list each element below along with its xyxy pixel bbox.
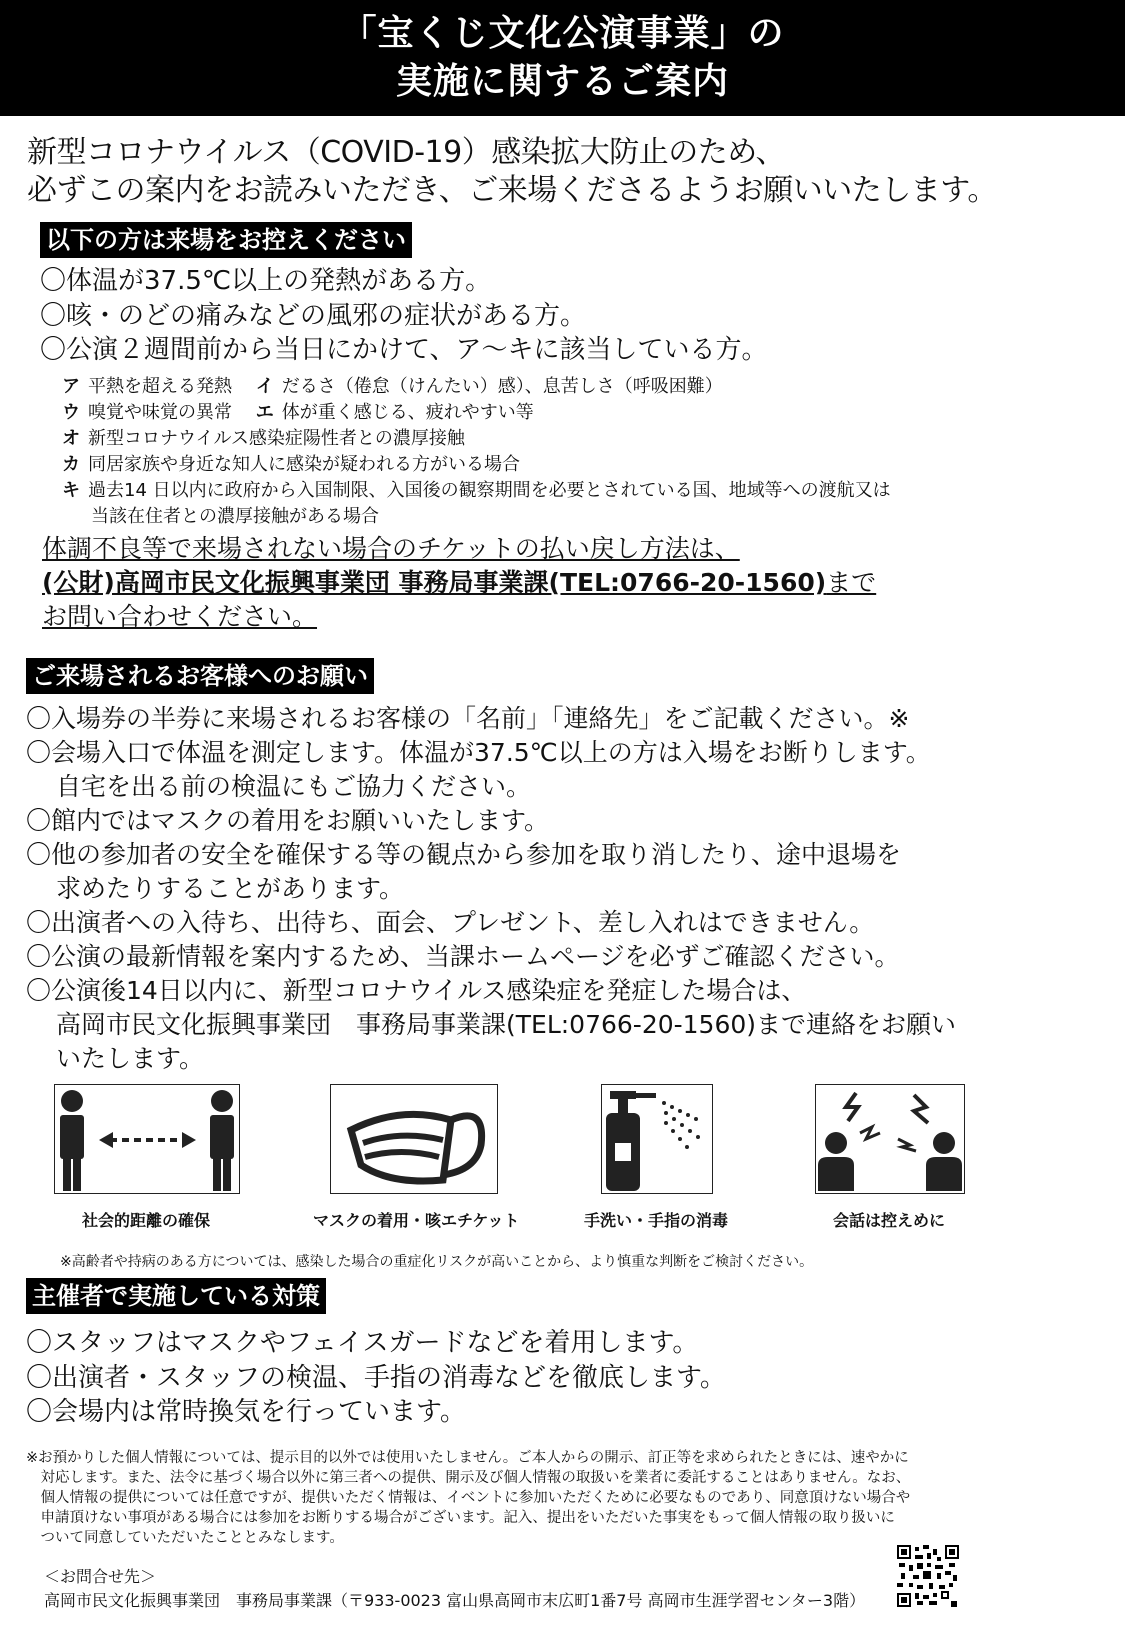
sublist-text: 嗅覚や味覚の異常 <box>88 402 232 423</box>
sublist-row <box>62 374 891 400</box>
section-heading-refrain: 以下の方は来場をお控えください <box>40 222 412 258</box>
sublist-row: 当該在住者との濃厚接触がある場合 <box>91 506 379 527</box>
title-line-2: 実施に関するご案内 <box>395 61 729 102</box>
sublist-key: エ <box>255 402 274 423</box>
list-item: 〇出演者・スタッフの検温、手指の消毒などを徹底します。 <box>26 1362 726 1393</box>
refrain-list <box>40 264 767 368</box>
privacy-line: 対応します。また、法令に基づく場合以外に第三者への提供、開示及び個人情報の取扱いを業者に委託することはありません。なお、 <box>26 1470 911 1486</box>
sublist-text: 新型コロナウイルス感染症陽性者との濃厚接触 <box>88 428 465 449</box>
list-item: 求めたりすることがあります。 <box>56 874 405 903</box>
list-item: いたします。 <box>56 1044 205 1073</box>
sublist-row <box>62 400 891 426</box>
title-line-1: 「宝くじ文化公演事業」の <box>340 13 785 54</box>
list-item: 〇公演の最新情報を案内するため、当課ホームページを必ずご確認ください。 <box>26 942 900 971</box>
elderly-note: ※高齢者や持病のある方については、感染した場合の重症化リスクが高いことから、より慎重な判断をご検討ください。 <box>60 1254 814 1270</box>
refund-notice <box>42 532 876 634</box>
icon-label: マスクの着用・咳エチケット <box>313 1211 520 1230</box>
list-item: 〇会場入口で体温を測定します。体温が37.5℃以上の方は入場をお断りします。 <box>26 738 931 767</box>
contact-label: ＜お問合せ先＞ <box>44 1567 157 1586</box>
list-item: 〇他の参加者の安全を確保する等の観点から参加を取り消したり、途中退場を <box>26 840 902 869</box>
sublist-key: カ <box>62 454 80 475</box>
sublist-text: だるさ（倦怠（けんたい）感）、息苦しさ（呼吸困難） <box>281 376 723 397</box>
list-item: 〇咳・のどの痛みなどの風邪の症状がある方。 <box>40 300 587 331</box>
intro-line-1: 新型コロナウイルス（COVID-19）感染拡大防止のため、 <box>27 135 786 170</box>
list-item: 〇館内ではマスクの着用をお願いいたします。 <box>26 806 550 835</box>
contact-info <box>44 1565 865 1613</box>
sublist-key: キ <box>62 480 80 501</box>
refund-line-2-rest: まで <box>826 568 877 597</box>
symptom-sublist <box>62 374 891 530</box>
sublist-text: 平熱を超える発熱 <box>88 376 232 397</box>
icon-label: 社会的距離の確保 <box>81 1211 210 1230</box>
sublist-row <box>62 452 891 478</box>
privacy-line: ※お預かりした個人情報については、提示目的以外では使用いたしません。ご本人からの開示、訂正等を求められたときには、速やかに <box>26 1450 909 1466</box>
requests-list <box>26 702 956 1076</box>
measures-list <box>26 1326 726 1430</box>
sublist-row <box>62 426 891 452</box>
sanitizer-icon <box>601 1084 713 1194</box>
list-item: 自宅を出る前の検温にもご協力ください。 <box>56 772 532 801</box>
privacy-notice <box>26 1448 1056 1548</box>
list-item: 高岡市民文化振興事業団 事務局事業課(TEL:0766-20-1560)まで連絡をお願い <box>56 1010 957 1039</box>
sublist-key: オ <box>62 428 80 449</box>
list-item: 〇入場券の半券に来場されるお客様の「名前」「連絡先」をご記載ください。※ <box>26 704 910 733</box>
sublist-key: ウ <box>62 402 80 423</box>
privacy-line: 申請頂けない事項がある場合には参加をお断りする場合がございます。記入、提出をいただいた事実をもって個人情報の取り扱いに <box>26 1510 895 1526</box>
list-item: 〇公演後14日以内に、新型コロナウイルス感染症を発症した場合は、 <box>26 976 807 1005</box>
intro-line-2: 必ずこの案内をお読みいただき、ご来場くださるようお願いいたします。 <box>27 173 997 208</box>
sublist-text: 同居家族や身近な知人に感染が疑われる方がいる場合 <box>88 454 520 475</box>
list-item: 〇体温が37.5℃以上の発熱がある方。 <box>40 266 492 296</box>
contact-address: 高岡市民文化振興事業団 事務局事業課（〒933-0023 富山県高岡市末広町1番7号 高岡市生涯学習センター3階） <box>44 1591 866 1610</box>
privacy-line: ついて同意していただいたこととみなします。 <box>26 1530 344 1546</box>
icon-label: 会話は控えめに <box>832 1211 945 1230</box>
sublist-key: ア <box>62 376 80 397</box>
sublist-key: イ <box>255 376 274 397</box>
refund-line-3: お問い合わせください。 <box>42 602 318 631</box>
refund-contact: (公財)高岡市民文化振興事業団 事務局事業課(TEL:0766-20-1560) <box>42 568 827 597</box>
icon-label: 手洗い・手指の消毒 <box>583 1211 728 1230</box>
refund-line-1: 体調不良等で来場されない場合のチケットの払い戻し方法は、 <box>42 534 740 563</box>
conversation-icon <box>815 1084 965 1194</box>
intro-text <box>27 134 1117 210</box>
precaution-icons <box>54 1084 974 1230</box>
list-item: 〇スタッフはマスクやフェイスガードなどを着用します。 <box>26 1328 699 1358</box>
privacy-line: 個人情報の提供については任意ですが、提供いただく情報は、イベントに参加いただくために必要なものであり、同意頂けない場合や <box>26 1490 911 1506</box>
section-heading-measures: 主催者で実施している対策 <box>26 1278 326 1314</box>
list-item: 〇出演者への入待ち、出待ち、面会、プレゼント、差し入れはできません。 <box>26 908 875 937</box>
sublist-row <box>62 478 891 504</box>
list-item: 〇公演２週間前から当日にかけて、ア～キに該当している方。 <box>40 335 768 365</box>
list-item: 〇会場内は常時換気を行っています。 <box>26 1397 466 1427</box>
qr-code-icon[interactable] <box>897 1545 959 1607</box>
sublist-text: 過去14 日以内に政府から入国制限、入国後の観察期間を必要とされている国、地域等への渡航又は <box>88 480 891 501</box>
mask-icon <box>330 1084 498 1194</box>
section-heading-requests: ご来場されるお客様へのお願い <box>26 658 374 694</box>
title-banner <box>0 0 1125 116</box>
social-distance-icon <box>54 1084 240 1194</box>
sublist-text: 体が重く感じる、疲れやすい等 <box>281 402 534 423</box>
